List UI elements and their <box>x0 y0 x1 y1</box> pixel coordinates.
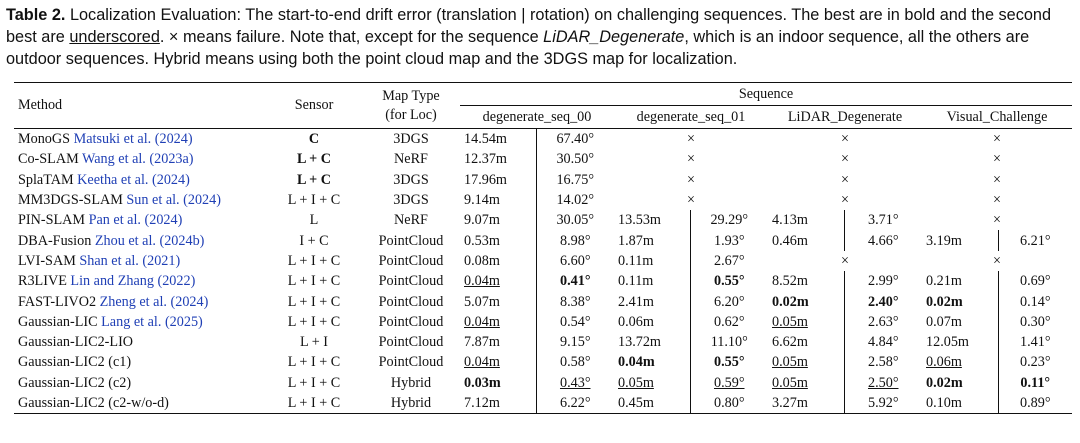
table-row <box>14 291 1072 311</box>
map-type-cell: 3DGS <box>393 171 429 188</box>
translation-cell <box>922 271 998 291</box>
translation-cell <box>768 210 844 230</box>
rotation-cell <box>536 312 614 332</box>
rotation-value: 11.10° <box>710 334 748 351</box>
translation-cell <box>460 190 536 210</box>
rotation-value: 1.93° <box>713 232 745 249</box>
map-type-cell: PointCloud <box>378 313 444 330</box>
rotation-cell <box>690 352 768 372</box>
translation-value: 0.45m <box>618 395 654 411</box>
translation-cell <box>768 291 844 311</box>
method-name: DBA-Fusion <box>18 232 92 249</box>
caption-text-2: . × means failure. Note that, except for the sequence <box>159 28 544 46</box>
results-table <box>14 82 1072 414</box>
failure-mark: × <box>686 151 695 168</box>
rotation-cell <box>536 190 614 210</box>
rotation-value: 2.50° <box>867 374 899 391</box>
method-cell <box>14 332 266 352</box>
map-type-cell: NeRF <box>394 212 428 229</box>
rotation-cell <box>844 271 922 291</box>
method-cell <box>14 129 266 150</box>
translation-value: 0.05m <box>772 374 808 391</box>
failure-mark: × <box>840 192 849 209</box>
translation-cell <box>922 373 998 393</box>
table-caption <box>6 4 1074 70</box>
caption-text-3: , which is an indoor sequence, all the others are outdoor sequences. Hybrid means using both the point cloud map and the 3DGS map for localization. <box>6 28 1030 68</box>
header-method: Method <box>14 83 266 129</box>
rotation-value: 8.38° <box>559 293 591 310</box>
rotation-value: 2.58° <box>867 354 899 371</box>
translation-value: 0.11m <box>618 273 654 290</box>
map-type-cell: NeRF <box>394 151 428 168</box>
rotation-cell <box>536 170 614 190</box>
translation-value: 14.54m <box>464 131 507 148</box>
rotation-cell <box>690 332 768 352</box>
translation-cell <box>460 149 536 169</box>
rotation-value: 5.92° <box>867 395 899 411</box>
rotation-cell <box>998 373 1072 393</box>
header-seq-3: Visual_Challenge <box>922 106 1072 129</box>
translation-value: 0.02m <box>772 293 809 310</box>
translation-value: 5.07m <box>464 293 500 310</box>
rotation-value: 14.02° <box>556 192 595 209</box>
rotation-value: 0.89° <box>1019 395 1051 411</box>
method-cell <box>14 149 266 169</box>
sensor-cell: L <box>309 212 319 229</box>
rotation-value: 2.99° <box>867 273 899 290</box>
rotation-cell <box>844 230 922 250</box>
sensor-cell: C <box>308 131 320 148</box>
translation-value: 0.04m <box>464 313 500 330</box>
sensor-cell: I + C <box>299 232 329 249</box>
translation-cell <box>460 251 536 271</box>
table-row <box>14 352 1072 372</box>
rotation-cell <box>536 373 614 393</box>
translation-value: 13.53m <box>618 212 661 229</box>
translation-cell <box>922 332 998 352</box>
rotation-value: 0.14° <box>1019 293 1051 310</box>
header-sensor: Sensor <box>266 83 362 129</box>
translation-value: 12.05m <box>926 334 969 351</box>
rotation-cell <box>536 230 614 250</box>
rotation-value: 6.20° <box>713 293 745 310</box>
rotation-cell <box>536 271 614 291</box>
translation-value: 9.07m <box>464 212 500 229</box>
sensor-cell: L + I + C <box>287 293 341 310</box>
rotation-value: 0.41° <box>559 273 591 290</box>
rotation-value: 29.29° <box>710 212 749 229</box>
table-row <box>14 210 1072 230</box>
translation-cell <box>614 393 690 414</box>
method-cell <box>14 271 266 291</box>
rotation-cell <box>690 251 768 271</box>
translation-cell <box>614 332 690 352</box>
translation-cell <box>922 393 998 414</box>
results-body <box>14 129 1072 414</box>
translation-cell <box>460 210 536 230</box>
sensor-cell: L + I + C <box>287 192 341 209</box>
translation-value: 0.04m <box>464 354 500 371</box>
method-name: Co-SLAM <box>18 151 79 168</box>
method-citation: Wang et al. (2023a) <box>82 151 194 168</box>
translation-value: 0.02m <box>926 374 963 391</box>
method-citation: Zheng et al. (2024) <box>99 293 209 310</box>
rotation-cell <box>690 373 768 393</box>
translation-value: 6.62m <box>772 334 808 351</box>
table-row <box>14 149 1072 169</box>
rotation-cell <box>844 352 922 372</box>
table-row <box>14 312 1072 332</box>
translation-value: 8.52m <box>772 273 808 290</box>
method-name: Gaussian-LIC2 (c2) <box>18 374 132 391</box>
rotation-value: 0.58° <box>559 354 591 371</box>
rotation-value: 2.63° <box>867 313 899 330</box>
translation-value: 4.13m <box>772 212 808 229</box>
rotation-value: 30.05° <box>556 212 595 229</box>
failure-mark: × <box>686 192 695 209</box>
map-type-cell: PointCloud <box>378 232 444 249</box>
table-row <box>14 190 1072 210</box>
sensor-cell: L + C <box>296 151 332 168</box>
rotation-value: 0.43° <box>559 374 591 391</box>
failure-mark: × <box>992 192 1001 209</box>
translation-value: 7.12m <box>464 395 500 411</box>
map-type-cell: Hybrid <box>362 393 460 414</box>
method-citation: Shan et al. (2021) <box>79 252 181 269</box>
header-seq-1: degenerate_seq_01 <box>614 106 768 129</box>
rotation-cell <box>536 149 614 169</box>
rotation-cell <box>844 373 922 393</box>
translation-cell <box>768 332 844 352</box>
translation-cell <box>460 393 536 414</box>
translation-value: 13.72m <box>618 334 661 351</box>
method-cell <box>14 210 266 230</box>
method-name: Gaussian-LIC2 (c1) <box>18 354 132 371</box>
translation-value: 0.05m <box>772 354 808 371</box>
translation-value: 0.04m <box>464 273 500 290</box>
method-citation: Keetha et al. (2024) <box>77 171 190 188</box>
table-row <box>14 251 1072 271</box>
translation-cell <box>922 230 998 250</box>
method-cell <box>14 170 266 190</box>
map-type-cell: 3DGS <box>393 131 429 148</box>
translation-cell <box>768 230 844 250</box>
translation-cell <box>922 352 998 372</box>
header-map-type <box>362 83 460 129</box>
method-cell <box>14 291 266 311</box>
table-row <box>14 393 1072 414</box>
rotation-value: 0.54° <box>559 313 591 330</box>
rotation-cell <box>536 210 614 230</box>
method-cell <box>14 352 266 372</box>
rotation-value: 0.62° <box>713 313 745 330</box>
translation-value: 0.04m <box>618 354 655 371</box>
translation-value: 0.02m <box>926 293 963 310</box>
method-name: SplaTAM <box>18 171 74 188</box>
rotation-cell <box>690 393 768 414</box>
failure-mark: × <box>686 171 695 188</box>
rotation-cell <box>536 393 614 414</box>
header-map-type-line1: Map Type <box>382 87 440 104</box>
failure-mark: × <box>992 151 1001 168</box>
rotation-value: 6.22° <box>559 395 591 411</box>
table-row <box>14 230 1072 250</box>
method-cell <box>14 393 266 414</box>
translation-cell <box>768 312 844 332</box>
map-type-cell: PointCloud <box>378 293 444 310</box>
translation-value: 2.41m <box>618 293 654 310</box>
failure-mark: × <box>686 131 695 148</box>
sensor-cell: L + I + C <box>287 374 341 391</box>
translation-cell <box>614 291 690 311</box>
rotation-value: 67.40° <box>556 131 595 148</box>
sensor-cell: L + I + C <box>287 273 341 290</box>
map-type-cell: PointCloud <box>378 354 444 371</box>
rotation-cell <box>998 230 1072 250</box>
failure-mark: × <box>840 151 849 168</box>
translation-cell <box>768 271 844 291</box>
translation-value: 0.05m <box>618 374 654 391</box>
map-type-cell: PointCloud <box>378 273 444 290</box>
translation-value: 3.27m <box>772 395 808 411</box>
rotation-value: 0.11° <box>1020 374 1051 391</box>
rotation-value: 0.55° <box>713 273 745 290</box>
rotation-value: 30.50° <box>556 151 595 168</box>
translation-value: 0.08m <box>464 252 500 269</box>
caption-text-1: Localization Evaluation: The start-to-end drift error (translation | rotation) on challenging sequences. The best are in bold and the second best are <box>6 6 1052 46</box>
method-citation: Pan et al. (2024) <box>88 212 183 229</box>
method-citation: Lin and Zhang (2022) <box>70 273 196 290</box>
translation-cell <box>614 352 690 372</box>
rotation-cell <box>998 393 1072 414</box>
translation-cell <box>460 129 536 150</box>
translation-value: 3.19m <box>926 232 962 249</box>
translation-cell <box>614 230 690 250</box>
translation-value: 0.10m <box>926 395 962 411</box>
map-type-cell: PointCloud <box>378 252 444 269</box>
sensor-cell: L + I + C <box>287 313 341 330</box>
rotation-value: 2.67° <box>713 252 745 269</box>
table-row <box>14 373 1072 393</box>
method-citation: Sun et al. (2024) <box>126 192 221 209</box>
translation-cell <box>614 271 690 291</box>
method-cell <box>14 312 266 332</box>
method-cell <box>14 251 266 271</box>
method-citation: Matsuki et al. (2024) <box>73 131 193 148</box>
translation-value: 0.05m <box>772 313 808 330</box>
table-row <box>14 170 1072 190</box>
method-name: Gaussian-LIC <box>18 313 98 330</box>
rotation-value: 4.84° <box>867 334 899 351</box>
rotation-cell <box>998 332 1072 352</box>
translation-cell <box>614 312 690 332</box>
translation-value: 0.06m <box>618 313 654 330</box>
rotation-value: 0.69° <box>1019 273 1051 290</box>
translation-cell <box>460 230 536 250</box>
rotation-value: 3.71° <box>867 212 899 229</box>
translation-cell <box>614 210 690 230</box>
method-citation: Zhou et al. (2024b) <box>94 232 205 249</box>
rotation-cell <box>536 129 614 150</box>
translation-cell <box>460 271 536 291</box>
method-cell <box>14 190 266 210</box>
translation-cell <box>460 291 536 311</box>
translation-value: 0.11m <box>618 252 654 269</box>
translation-value: 12.37m <box>464 151 507 168</box>
translation-value: 1.87m <box>618 232 654 249</box>
rotation-cell <box>844 291 922 311</box>
translation-value: 0.21m <box>926 273 962 290</box>
rotation-cell <box>844 312 922 332</box>
translation-value: 17.96m <box>464 171 507 188</box>
failure-mark: × <box>840 131 849 148</box>
translation-cell <box>768 352 844 372</box>
caption-underscored: underscored <box>69 28 160 46</box>
rotation-value: 8.98° <box>559 232 591 249</box>
sensor-cell: L + C <box>296 171 332 188</box>
rotation-value: 0.55° <box>713 354 745 371</box>
method-name: MonoGS <box>18 131 71 148</box>
rotation-cell <box>536 332 614 352</box>
header-seq-0: degenerate_seq_00 <box>460 106 614 129</box>
method-name: MM3DGS-SLAM <box>18 192 123 209</box>
translation-cell <box>922 312 998 332</box>
header-sequence: Sequence <box>460 83 1072 106</box>
rotation-value: 0.23° <box>1019 354 1051 371</box>
rotation-value: 0.30° <box>1019 313 1051 330</box>
header-map-type-line2: (for Loc) <box>385 106 437 123</box>
failure-mark: × <box>840 252 849 269</box>
rotation-value: 2.40° <box>867 293 899 310</box>
translation-cell <box>768 373 844 393</box>
translation-cell <box>614 373 690 393</box>
failure-mark: × <box>840 171 849 188</box>
caption-seq-name: LiDAR_Degenerate <box>543 28 685 46</box>
rotation-cell <box>844 210 922 230</box>
rotation-cell <box>690 291 768 311</box>
translation-value: 0.53m <box>464 232 500 249</box>
rotation-cell <box>998 312 1072 332</box>
rotation-cell <box>536 352 614 372</box>
method-name: FAST-LIVO2 <box>18 293 97 310</box>
method-citation: Lang et al. (2025) <box>101 313 203 330</box>
translation-value: 0.07m <box>926 313 962 330</box>
header-seq-2: LiDAR_Degenerate <box>768 106 922 129</box>
translation-cell <box>768 393 844 414</box>
failure-mark: × <box>992 131 1001 148</box>
rotation-value: 9.15° <box>559 334 591 351</box>
rotation-value: 4.66° <box>867 232 899 249</box>
translation-cell <box>460 312 536 332</box>
caption-label: Table 2. <box>6 6 66 24</box>
translation-value: 0.06m <box>926 354 962 371</box>
rotation-cell <box>844 393 922 414</box>
rotation-cell <box>536 251 614 271</box>
failure-mark: × <box>992 171 1001 188</box>
sensor-cell: L + I + C <box>287 354 341 371</box>
rotation-cell <box>998 291 1072 311</box>
method-cell <box>14 230 266 250</box>
rotation-value: 0.80° <box>713 395 745 411</box>
rotation-cell <box>998 352 1072 372</box>
sensor-cell: L + I + C <box>266 393 362 414</box>
translation-cell <box>460 170 536 190</box>
rotation-value: 16.75° <box>556 171 595 188</box>
table-row <box>14 271 1072 291</box>
table-row <box>14 332 1072 352</box>
method-cell <box>14 373 266 393</box>
rotation-value: 6.21° <box>1019 232 1051 249</box>
method-name: R3LIVE <box>18 273 67 290</box>
method-name: Gaussian-LIC2 (c2-w/o-d) <box>18 395 169 411</box>
map-type-cell: Hybrid <box>390 374 432 391</box>
map-type-cell: 3DGS <box>393 192 429 209</box>
rotation-cell <box>690 312 768 332</box>
failure-mark: × <box>992 212 1001 229</box>
rotation-value: 0.59° <box>713 374 745 391</box>
translation-value: 9.14m <box>464 192 500 209</box>
translation-cell <box>460 373 536 393</box>
translation-cell <box>922 291 998 311</box>
table-row <box>14 129 1072 150</box>
translation-value: 0.46m <box>772 232 808 249</box>
translation-cell <box>614 251 690 271</box>
rotation-value: 6.60° <box>559 252 591 269</box>
sensor-cell: L + I <box>300 334 328 351</box>
translation-cell <box>460 332 536 352</box>
method-name: PIN-SLAM <box>18 212 86 229</box>
sensor-cell: L + I + C <box>287 252 341 269</box>
translation-value: 0.03m <box>464 374 501 391</box>
failure-mark: × <box>992 252 1001 269</box>
rotation-cell <box>536 291 614 311</box>
rotation-cell <box>690 230 768 250</box>
method-name: LVI-SAM <box>18 252 76 269</box>
method-name: Gaussian-LIC2-LIO <box>18 334 134 351</box>
rotation-cell <box>690 210 768 230</box>
translation-value: 7.87m <box>464 334 500 351</box>
translation-cell <box>460 352 536 372</box>
rotation-value: 1.41° <box>1019 334 1051 351</box>
rotation-cell <box>844 332 922 352</box>
map-type-cell: PointCloud <box>378 334 444 351</box>
rotation-cell <box>998 271 1072 291</box>
rotation-cell <box>690 271 768 291</box>
